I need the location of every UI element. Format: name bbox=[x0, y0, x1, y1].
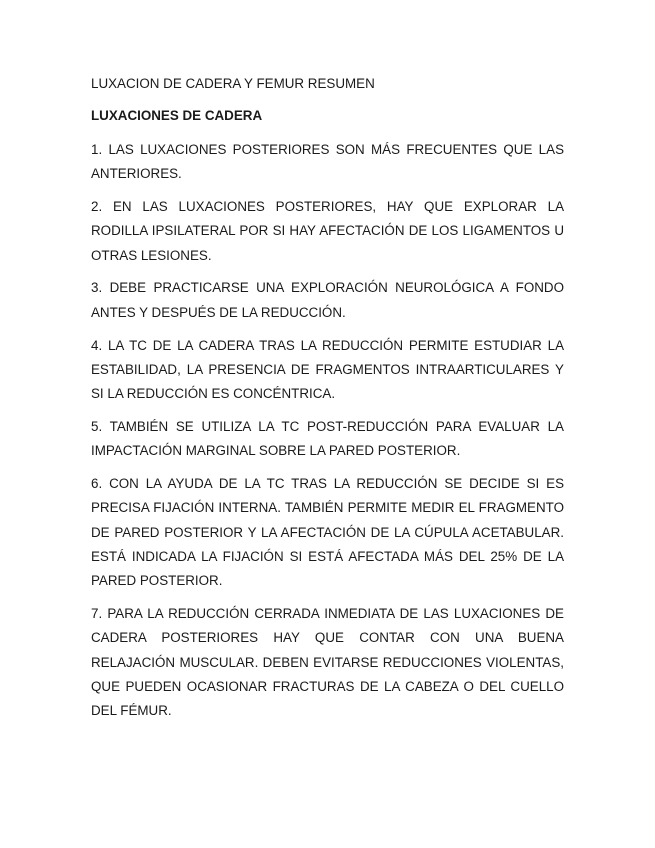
list-item: 1. LAS LUXACIONES POSTERIORES SON MÁS FRECUENTES QUE LAS ANTERIORES. bbox=[91, 142, 564, 182]
document-page bbox=[91, 73, 564, 732]
list-item: 6. CON LA AYUDA DE LA TC TRAS LA REDUCCIÓN SE DECIDE SI ES PRECISA FIJACIÓN INTERNA. TAMBIÉN PERMITE MEDIR EL FRAGMENTO DE PARED POSTERIOR Y LA AFECTACIÓN DE LA CÚPULA ACETABULAR. ESTÁ INDICADA LA FIJACIÓN SI ESTÁ AFECTADA MÁS DEL 25% DE LA PARED POSTERIOR. bbox=[91, 476, 564, 589]
document-title: LUXACION DE CADERA Y FEMUR RESUMEN bbox=[91, 76, 375, 91]
list-item: 2. EN LAS LUXACIONES POSTERIORES, HAY QUE EXPLORAR LA RODILLA IPSILATERAL POR SI HAY AFECTACIÓN DE LOS LIGAMENTOS U OTRAS LESIONES. bbox=[91, 199, 564, 263]
section-heading: LUXACIONES DE CADERA bbox=[91, 108, 263, 123]
list-item: 4. LA TC DE LA CADERA TRAS LA REDUCCIÓN PERMITE ESTUDIAR LA ESTABILIDAD, LA PRESENCIA DE FRAGMENTOS INTRAARTICULARES Y SI LA REDUCCIÓN ES CONCÉNTRICA. bbox=[91, 337, 564, 402]
list-item: 3. DEBE PRACTICARSE UNA EXPLORACIÓN NEUROLÓGICA A FONDO ANTES Y DESPUÉS DE LA REDUCCIÓN. bbox=[91, 280, 564, 320]
list-item: 5. TAMBIÉN SE UTILIZA LA TC POST-REDUCCIÓN PARA EVALUAR LA IMPACTACIÓN MARGINAL SOBRE LA PARED POSTERIOR. bbox=[91, 418, 564, 459]
list-item: 7. PARA LA REDUCCIÓN CERRADA INMEDIATA DE LAS LUXACIONES DE CADERA POSTERIORES HAY QUE CONTAR CON UNA BUENA RELAJACIÓN MUSCULAR. DEBEN EVITARSE REDUCCIONES VIOLENTAS, QUE PUEDEN OCASIONAR FRACTURAS DE LA CABEZA O DEL CUELLO DEL FÉMUR. bbox=[91, 606, 564, 719]
